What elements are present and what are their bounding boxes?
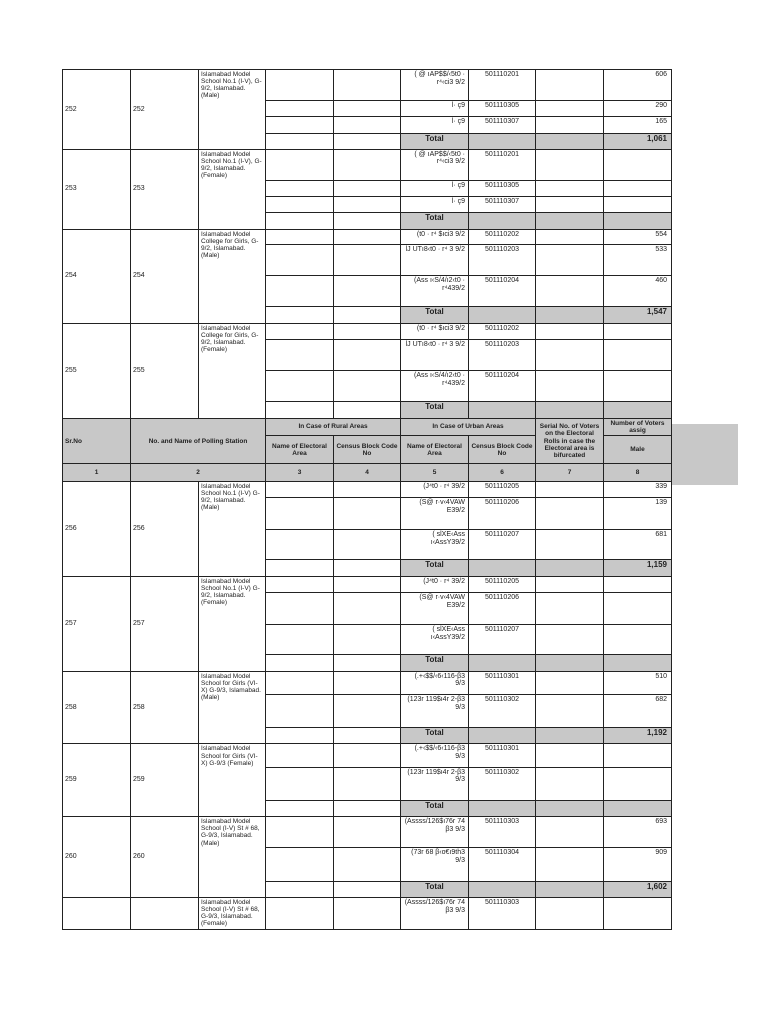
polling-station-name-cell: Islamabad Model School (I-V) St # 68, G-9/3, Islamabad. (Male)	[199, 817, 266, 898]
polling-station-name-cell: Islamabad Model College for Girls, G-9/2, Islamabad. (Female)	[199, 323, 266, 418]
urban-area-cell: l· ç9	[401, 117, 469, 133]
total-label: Total	[401, 133, 469, 149]
male-voters-cell	[604, 576, 672, 592]
urban-area-cell: (123r 119$ı4r 2-β3 9/3	[401, 767, 469, 800]
header-male: Male	[604, 436, 672, 464]
census-code-cell: 501110207	[469, 530, 536, 560]
col-number-1: 1	[63, 464, 131, 481]
census-code-cell: 501110303	[469, 817, 536, 848]
header-polling-station: No. and Name of Polling Station	[131, 418, 266, 464]
total-value	[604, 800, 672, 816]
male-voters-cell	[604, 767, 672, 800]
polling-station-no-cell: 256	[131, 481, 199, 576]
col-number-7: 7	[536, 464, 604, 481]
urban-area-cell: (S@ r·v‹4VAW E39/2	[401, 497, 469, 529]
rural-code-cell	[334, 481, 401, 497]
col-number-3: 3	[266, 464, 334, 481]
male-voters-cell: 682	[604, 694, 672, 727]
rural-area-cell	[266, 897, 334, 929]
census-code-cell: 501110202	[469, 229, 536, 244]
rural-area-cell	[266, 767, 334, 800]
total-blank-cell	[469, 560, 536, 576]
census-code-cell: 501110203	[469, 339, 536, 370]
polling-station-no-cell	[131, 897, 199, 929]
total-blank-cell	[536, 133, 604, 149]
rural-code-cell	[334, 881, 401, 897]
rural-area-cell	[266, 307, 334, 323]
rural-code-cell	[334, 560, 401, 576]
sr-no-cell: 252	[63, 70, 131, 150]
male-voters-cell	[604, 625, 672, 655]
rural-code-cell	[334, 625, 401, 655]
polling-station-name-cell: Islamabad Model School (I-V) St # 68, G-9/3, Islamabad. (Female)	[199, 897, 266, 929]
table-row	[63, 70, 672, 101]
total-value: 1,061	[604, 133, 672, 149]
rural-code-cell	[334, 307, 401, 323]
rural-code-cell	[334, 244, 401, 275]
total-value: 1,547	[604, 307, 672, 323]
table-header	[63, 418, 672, 481]
rural-code-cell	[334, 655, 401, 671]
table-row	[63, 323, 672, 339]
serial-voters-cell	[536, 897, 604, 929]
rural-code-cell	[334, 339, 401, 370]
rural-area-cell	[266, 323, 334, 339]
total-blank-cell	[469, 881, 536, 897]
urban-area-cell: (Ass ı‹S/4/ı2‹t0 · r⁴439/2	[401, 276, 469, 307]
total-label: Total	[401, 560, 469, 576]
male-voters-cell	[604, 897, 672, 929]
census-code-cell: 501110205	[469, 481, 536, 497]
sr-no-cell: 255	[63, 323, 131, 418]
total-label: Total	[401, 728, 469, 744]
rural-code-cell	[334, 728, 401, 744]
rural-area-cell	[266, 70, 334, 101]
rural-code-cell	[334, 530, 401, 560]
table-row	[63, 671, 672, 694]
male-voters-cell: 510	[604, 671, 672, 694]
total-label: Total	[401, 213, 469, 229]
total-blank-cell	[536, 881, 604, 897]
rural-code-cell	[334, 70, 401, 101]
rural-area-cell	[266, 800, 334, 816]
male-voters-cell: 290	[604, 101, 672, 117]
rural-code-cell	[334, 229, 401, 244]
sr-no-cell: 258	[63, 671, 131, 744]
col-number-6: 6	[469, 464, 536, 481]
serial-voters-cell	[536, 70, 604, 101]
total-blank-cell	[469, 655, 536, 671]
polling-station-no-cell: 252	[131, 70, 199, 150]
rural-area-cell	[266, 530, 334, 560]
polling-station-no-cell: 258	[131, 671, 199, 744]
rural-area-cell	[266, 728, 334, 744]
total-blank-cell	[536, 655, 604, 671]
serial-voters-cell	[536, 481, 604, 497]
rural-area-cell	[266, 497, 334, 529]
rural-code-cell	[334, 848, 401, 881]
total-value: 1,602	[604, 881, 672, 897]
sr-no-cell: 259	[63, 744, 131, 817]
header-rural-name: Name of Electoral Area	[266, 436, 334, 464]
male-voters-cell	[604, 149, 672, 180]
census-code-cell: 501110302	[469, 767, 536, 800]
polling-station-no-cell: 255	[131, 323, 199, 418]
urban-area-cell: (Assss/126$ı76r 74 β3 9/3	[401, 817, 469, 848]
serial-voters-cell	[536, 323, 604, 339]
male-voters-cell: 693	[604, 817, 672, 848]
col-number-2: 2	[131, 464, 266, 481]
polling-station-name-cell: Islamabad Model School No.1 (I-V), G-9/2, Islamabad. (Female)	[199, 149, 266, 229]
table-row	[63, 229, 672, 244]
serial-voters-cell	[536, 197, 604, 213]
male-voters-cell	[604, 744, 672, 767]
urban-area-cell: (t0 · r⁴ $ıci3 9/2	[401, 229, 469, 244]
serial-voters-cell	[536, 576, 604, 592]
rural-area-cell	[266, 244, 334, 275]
male-voters-cell: 909	[604, 848, 672, 881]
header-urban-code: Census Block Code No	[469, 436, 536, 464]
male-voters-cell	[604, 592, 672, 624]
rural-area-cell	[266, 625, 334, 655]
urban-area-cell: l· ç9	[401, 101, 469, 117]
serial-voters-cell	[536, 817, 604, 848]
rural-code-cell	[334, 276, 401, 307]
rural-area-cell	[266, 744, 334, 767]
census-code-cell: 501110307	[469, 197, 536, 213]
total-value	[604, 213, 672, 229]
total-blank-cell	[469, 133, 536, 149]
polling-scheme-table	[62, 69, 672, 930]
urban-area-cell: (t0 · r⁴ $ıci3 9/2	[401, 323, 469, 339]
sr-no-cell: 260	[63, 817, 131, 898]
table-row	[63, 817, 672, 848]
rural-area-cell	[266, 402, 334, 418]
census-code-cell: 501110301	[469, 671, 536, 694]
serial-voters-cell	[536, 848, 604, 881]
rural-code-cell	[334, 897, 401, 929]
rural-area-cell	[266, 881, 334, 897]
total-blank-cell	[536, 213, 604, 229]
census-code-cell: 501110201	[469, 149, 536, 180]
census-code-cell: 501110202	[469, 323, 536, 339]
total-label: Total	[401, 655, 469, 671]
male-voters-cell: 533	[604, 244, 672, 275]
male-voters-cell: 554	[604, 229, 672, 244]
serial-voters-cell	[536, 497, 604, 529]
table-row	[63, 481, 672, 497]
census-code-cell: 501110206	[469, 497, 536, 529]
col-number-5: 5	[401, 464, 469, 481]
table-row	[63, 576, 672, 592]
rural-area-cell	[266, 149, 334, 180]
rural-code-cell	[334, 323, 401, 339]
serial-voters-cell	[536, 371, 604, 402]
total-label: Total	[401, 800, 469, 816]
urban-area-cell: l· ç9	[401, 181, 469, 197]
sr-no-cell: 254	[63, 229, 131, 323]
total-blank-cell	[536, 307, 604, 323]
rural-area-cell	[266, 213, 334, 229]
total-blank-cell	[469, 307, 536, 323]
total-value	[604, 655, 672, 671]
rural-code-cell	[334, 371, 401, 402]
header-rural: In Case of Rural Areas	[266, 418, 401, 435]
total-blank-cell	[536, 728, 604, 744]
census-code-cell: 501110305	[469, 101, 536, 117]
rural-area-cell	[266, 371, 334, 402]
urban-area-cell: ( @ ıAP$$/‹5t0 · r⁴‹ci3 9/2	[401, 70, 469, 101]
urban-area-cell: (Assss/126$ı76r 74 β3 9/3	[401, 897, 469, 929]
polling-station-no-cell: 259	[131, 744, 199, 817]
serial-voters-cell	[536, 671, 604, 694]
polling-station-name-cell: Islamabad Model School for Girls (VI-X) G-9/3, Islamabad. (Male)	[199, 671, 266, 744]
rural-code-cell	[334, 800, 401, 816]
serial-voters-cell	[536, 244, 604, 275]
male-voters-cell: 681	[604, 530, 672, 560]
serial-voters-cell	[536, 276, 604, 307]
rural-code-cell	[334, 197, 401, 213]
male-voters-cell	[604, 339, 672, 370]
urban-area-cell: ( slXE‹Ass ı‹AssY39/2	[401, 625, 469, 655]
rural-area-cell	[266, 817, 334, 848]
sr-no-cell: 253	[63, 149, 131, 229]
polling-station-no-cell: 253	[131, 149, 199, 229]
urban-area-cell: (.+‹$$/‹6‹116-β3 9/3	[401, 671, 469, 694]
header-urban-name: Name of Electoral Area	[401, 436, 469, 464]
rural-code-cell	[334, 133, 401, 149]
census-code-cell: 501110304	[469, 848, 536, 881]
rural-code-cell	[334, 576, 401, 592]
rural-area-cell	[266, 197, 334, 213]
male-voters-cell: 339	[604, 481, 672, 497]
sr-no-cell: 256	[63, 481, 131, 576]
census-code-cell: 501110204	[469, 371, 536, 402]
census-code-cell: 501110206	[469, 592, 536, 624]
rural-area-cell	[266, 229, 334, 244]
header-sr-no: Sr.No	[63, 418, 131, 464]
serial-voters-cell	[536, 229, 604, 244]
total-value: 1,192	[604, 728, 672, 744]
rural-code-cell	[334, 149, 401, 180]
census-code-cell: 501110204	[469, 276, 536, 307]
urban-area-cell: ( slXE‹Ass ı‹AssY39/2	[401, 530, 469, 560]
total-blank-cell	[469, 800, 536, 816]
polling-station-no-cell: 254	[131, 229, 199, 323]
census-code-cell: 501110207	[469, 625, 536, 655]
header-serial-voters: Serial No. of Voters on the Electoral Rolls in case the Electoral area is bifurcated	[536, 418, 604, 464]
male-voters-cell	[604, 197, 672, 213]
census-code-cell: 501110201	[469, 70, 536, 101]
table-row	[63, 149, 672, 180]
rural-area-cell	[266, 576, 334, 592]
table-row	[63, 744, 672, 767]
male-voters-cell: 606	[604, 70, 672, 101]
polling-station-name-cell: Islamabad Model School No.1 (I-V) G-9/2, Islamabad. (Male)	[199, 481, 266, 576]
rural-code-cell	[334, 592, 401, 624]
urban-area-cell: (123r 119$ı4r 2-β3 9/3	[401, 694, 469, 727]
urban-area-cell: lJ UTı8‹t0 · r⁴ 3 9/2	[401, 244, 469, 275]
serial-voters-cell	[536, 625, 604, 655]
table-body-top	[63, 70, 672, 419]
header-rural-code: Census Block Code No	[334, 436, 401, 464]
total-blank-cell	[536, 402, 604, 418]
census-code-cell: 501110303	[469, 897, 536, 929]
rural-area-cell	[266, 276, 334, 307]
polling-station-no-cell: 260	[131, 817, 199, 898]
rural-code-cell	[334, 213, 401, 229]
census-code-cell: 501110307	[469, 117, 536, 133]
rural-code-cell	[334, 117, 401, 133]
total-blank-cell	[536, 560, 604, 576]
urban-area-cell: (.+‹$$/‹6‹116-β3 9/3	[401, 744, 469, 767]
male-voters-cell: 139	[604, 497, 672, 529]
col-number-8: 8	[604, 464, 672, 481]
male-voters-cell: 460	[604, 276, 672, 307]
sr-no-cell	[63, 897, 131, 929]
total-value	[604, 402, 672, 418]
census-code-cell: 501110203	[469, 244, 536, 275]
total-blank-cell	[469, 402, 536, 418]
rural-area-cell	[266, 117, 334, 133]
total-blank-cell	[469, 213, 536, 229]
serial-voters-cell	[536, 767, 604, 800]
rural-code-cell	[334, 817, 401, 848]
census-code-cell: 501110302	[469, 694, 536, 727]
total-blank-cell	[536, 800, 604, 816]
serial-voters-cell	[536, 339, 604, 370]
urban-area-cell: (J⁴t0 · r⁴ 39/2	[401, 576, 469, 592]
total-blank-cell	[469, 728, 536, 744]
rural-code-cell	[334, 181, 401, 197]
table-body-bottom	[63, 481, 672, 929]
polling-station-no-cell: 257	[131, 576, 199, 671]
polling-station-name-cell: Islamabad Model School No.1 (I-V), G-9/2, Islamabad. (Male)	[199, 70, 266, 150]
total-value: 1,159	[604, 560, 672, 576]
serial-voters-cell	[536, 694, 604, 727]
rural-area-cell	[266, 655, 334, 671]
polling-station-name-cell: Islamabad Model School No.1 (I-V) G-9/2, Islamabad. (Female)	[199, 576, 266, 671]
col-number-4: 4	[334, 464, 401, 481]
urban-area-cell: (Ass ı‹S/4/ı2‹t0 · r⁴439/2	[401, 371, 469, 402]
urban-area-cell: l· ç9	[401, 197, 469, 213]
urban-area-cell: (J⁴t0 · r⁴ 39/2	[401, 481, 469, 497]
rural-area-cell	[266, 592, 334, 624]
rural-area-cell	[266, 671, 334, 694]
census-code-cell: 501110301	[469, 744, 536, 767]
serial-voters-cell	[536, 101, 604, 117]
serial-voters-cell	[536, 592, 604, 624]
serial-voters-cell	[536, 149, 604, 180]
header-voters-assigned: Number of Voters assig	[604, 418, 672, 435]
male-voters-cell	[604, 181, 672, 197]
serial-voters-cell	[536, 181, 604, 197]
rural-area-cell	[266, 181, 334, 197]
urban-area-cell: (S@ r·v‹4VAW E39/2	[401, 592, 469, 624]
rural-code-cell	[334, 101, 401, 117]
serial-voters-cell	[536, 117, 604, 133]
urban-area-cell: ( @ ıAP$$/‹5t0 · r⁴‹ci3 9/2	[401, 149, 469, 180]
rural-area-cell	[266, 339, 334, 370]
sr-no-cell: 257	[63, 576, 131, 671]
rural-area-cell	[266, 481, 334, 497]
serial-voters-cell	[536, 530, 604, 560]
census-code-cell: 501110205	[469, 576, 536, 592]
rural-area-cell	[266, 560, 334, 576]
male-voters-cell: 165	[604, 117, 672, 133]
header-overflow-shade	[671, 424, 738, 485]
serial-voters-cell	[536, 744, 604, 767]
rural-area-cell	[266, 848, 334, 881]
header-urban: In Case of Urban Areas	[401, 418, 536, 435]
rural-code-cell	[334, 694, 401, 727]
rural-code-cell	[334, 671, 401, 694]
urban-area-cell: (73r 68 β‹o€ı9th3 9/3	[401, 848, 469, 881]
total-label: Total	[401, 307, 469, 323]
polling-station-name-cell: Islamabad Model School for Girls (VI-X) G-9/3 (Female)	[199, 744, 266, 817]
total-label: Total	[401, 881, 469, 897]
rural-code-cell	[334, 744, 401, 767]
census-code-cell: 501110305	[469, 181, 536, 197]
rural-code-cell	[334, 402, 401, 418]
rural-code-cell	[334, 497, 401, 529]
male-voters-cell	[604, 371, 672, 402]
rural-area-cell	[266, 101, 334, 117]
rural-area-cell	[266, 133, 334, 149]
male-voters-cell	[604, 323, 672, 339]
urban-area-cell: lJ UTı8‹t0 · r⁴ 3 9/2	[401, 339, 469, 370]
rural-area-cell	[266, 694, 334, 727]
polling-station-name-cell: Islamabad Model College for Girls, G-9/2, Islamabad. (Male)	[199, 229, 266, 323]
total-label: Total	[401, 402, 469, 418]
rural-code-cell	[334, 767, 401, 800]
table-row	[63, 897, 672, 929]
